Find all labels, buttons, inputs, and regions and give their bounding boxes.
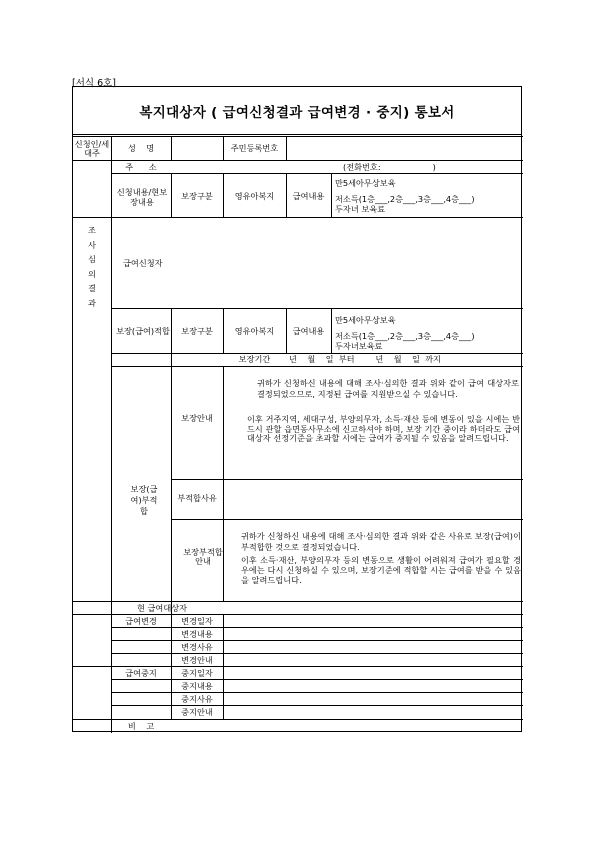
notice-label: 보장안내 (181, 413, 213, 423)
remarks-label: 비 고 (127, 721, 155, 731)
change-label: 급여변경 (125, 616, 157, 626)
change-date-label: 변경일자 (181, 616, 213, 626)
ineligible-reason-label: 부적합사유 (177, 493, 217, 503)
stop-notice-label: 중지안내 (181, 707, 213, 717)
eligible-benefit-label: 급여내용 (292, 326, 325, 336)
benefit-applicant-label: 급여신청자 (123, 258, 163, 268)
application-content-label: 신청내용/현보장내용 (116, 187, 168, 207)
period-label: 보장기간 (238, 354, 271, 364)
phone-label: (전화번호: ) (343, 162, 436, 172)
eligible-benefit-line2: 저소득(1층___,2층___,3층___,4층___) (335, 331, 475, 341)
stop-content-label: 중지내용 (181, 681, 213, 691)
investigation-result-label: 조사심의결과 (88, 225, 96, 308)
application-type-value: 영유아복지 (234, 191, 275, 201)
applicant-group-label: 신청인/세대주 (74, 139, 110, 158)
ineligible-paragraph-1: 귀하가 신청하신 내용에 대해 조사·심의한 결과 위와 같은 사유로 보장(급여)이 부적합한 것으로 결정되었습니다. (241, 531, 521, 553)
form-number-label: [서식 6호] (72, 78, 117, 89)
stop-label: 급여중지 (125, 668, 157, 678)
stop-reason-label: 중지사유 (181, 694, 213, 704)
ineligible-label: 보장(급여)부적합 (130, 484, 158, 516)
change-notice-label: 변경안내 (181, 655, 213, 665)
change-content-label: 변경내용 (181, 629, 213, 639)
eligible-benefit-line1: 만5세아무상보육 (335, 315, 396, 325)
change-reason-label: 변경사유 (181, 642, 213, 652)
form-title: 복지대상자 ( 급여신청결과 급여변경 · 중지) 통보서 (73, 87, 521, 135)
id-number-label: 주민등록번호 (230, 143, 279, 153)
application-benefit-line2: 저소득(1층___,2층___,3층___,4층___) (335, 194, 475, 204)
stop-date-label: 중지일자 (181, 668, 213, 678)
eligible-label: 보장(급여)적합 (116, 326, 170, 336)
application-benefit-label: 급여내용 (292, 191, 325, 201)
period-value: 년 월 일 부터 년 월 일 까지 (289, 354, 441, 364)
application-type-label: 보장구분 (181, 191, 213, 201)
name-label: 성 명 (127, 143, 155, 153)
notice-paragraph-1: 귀하가 신청하신 내용에 대해 조사·심의한 결과 위와 같이 급여 대상자로 결정되었으므로, 지정된 급여를 지원받으실 수 있습니다. (257, 378, 519, 400)
eligible-benefit-line3: 두자녀보육료 (335, 341, 383, 351)
eligible-type-value: 영유아복지 (234, 326, 275, 336)
application-benefit-line1: 만5세아무상보육 (335, 178, 396, 188)
ineligible-notice-label: 보장부적합 안내 (183, 547, 223, 567)
ineligible-paragraph-2: 이후 소득·재산, 부양의무자 등의 변동으로 생활이 어려워져 급여가 필요할 경우에는 다시 신청하실 수 있으며, 보장기준에 적합할 시는 급여를 받을 수 있음을 알려드립니다. (241, 555, 521, 585)
notice-form (72, 86, 522, 732)
eligible-type-label: 보장구분 (181, 326, 213, 336)
notice-paragraph-2: 이후 거주지역, 세대구성, 부양의무자, 소득·재산 등에 변동이 있을 시에는 반드시 관할 읍면동사무소에 신고하셔야 하며, 보장 기간 중이라 하더라도 급여대상자 선정기준을 초과할 시에는 급여가 중지될 수 있음을 알려드립니다. (247, 414, 520, 444)
address-label: 주 소 (125, 162, 157, 172)
current-beneficiary-label: 현 급여대상자 (137, 603, 188, 613)
application-benefit-line3: 두자녀 보육료 (335, 204, 386, 214)
